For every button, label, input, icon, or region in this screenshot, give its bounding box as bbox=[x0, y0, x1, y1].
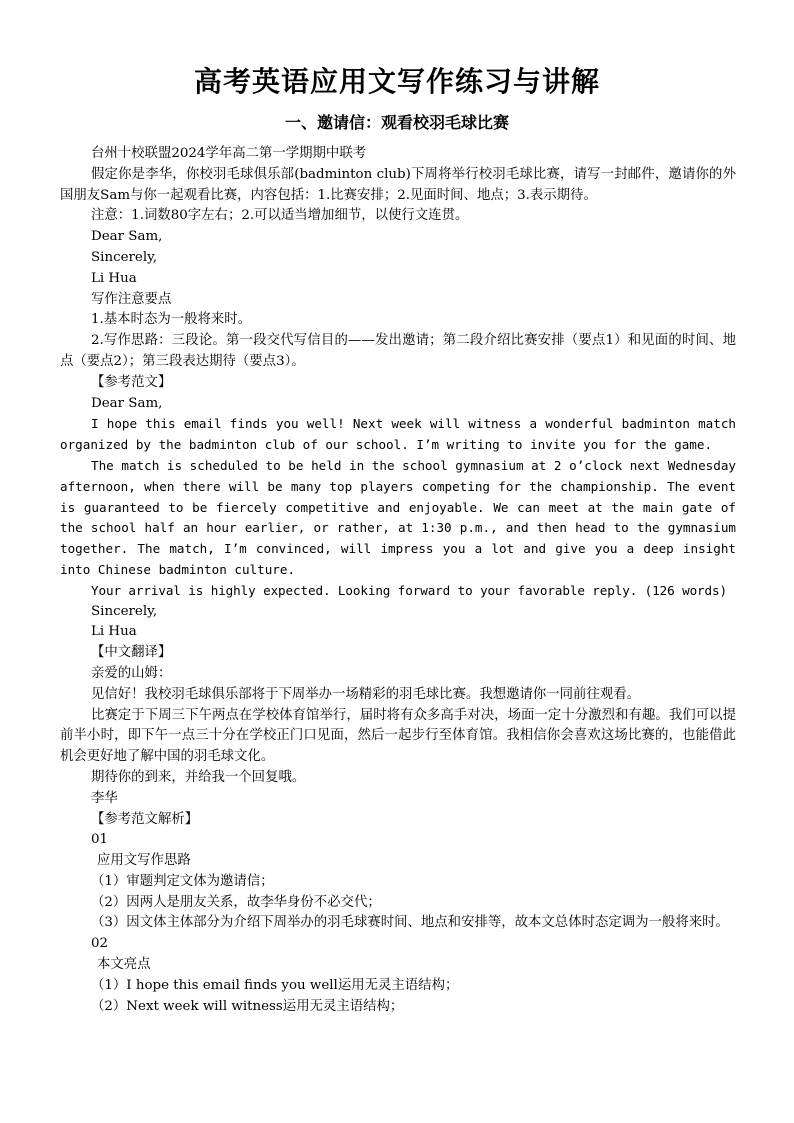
tips-heading: 写作注意要点 bbox=[91, 291, 172, 307]
page-title: 高考英语应用文写作练习与讲解 bbox=[193, 65, 600, 98]
model-name: Li Hua bbox=[91, 624, 137, 640]
highlights-heading: 本文亮点 bbox=[97, 957, 151, 973]
model-paragraph: I hope this email finds you well! Next week will witness a wonderful badminton match organized by the badminton club of our school. I’m writing to invite you for the game. bbox=[60, 416, 736, 453]
tip-item: 1.基本时态为一般将来时。 bbox=[91, 312, 252, 328]
translation-paragraph: 比赛定于下周三下午两点在学校体育馆举行，届时将有众多高手对决，场面一定十分激烈和有趣。我们可以提前半小时，即下午一点三十分在学校正门口见面，然后一起步行至体育馆。我相信你会喜欢这场比赛的，也能借此机会更好地了解中国的羽毛球文化。 bbox=[60, 707, 736, 765]
section-number: 01 bbox=[91, 832, 109, 848]
approach-item: （2）因两人是朋友关系，故李华身份不必交代； bbox=[91, 894, 381, 910]
tip-item: 2.写作思路：三段论。第一段交代写信目的——发出邀请；第二段介绍比赛安排（要点1）和见面的时间、地点（要点2）；第三段表达期待（要点3）。 bbox=[60, 333, 736, 369]
task-notes: 注意：1.词数80字左右；2.可以适当增加细节，以使行文连贯。 bbox=[91, 208, 469, 224]
translation-greeting: 亲爱的山姆： bbox=[91, 665, 172, 681]
highlight-item: （1）I hope this email finds you well运用无灵主语结构； bbox=[91, 977, 459, 993]
source-line: 台州十校联盟2024学年高二第一学期期中联考 bbox=[91, 146, 367, 161]
approach-item: （1）审题判定文体为邀请信； bbox=[91, 873, 274, 889]
approach-item: （3）因文体主体部分为介绍下周举办的羽毛球赛时间、地点和安排等，故本文总体时态定调为一般将来时。 bbox=[91, 915, 729, 931]
translation-paragraph: 期待你的到来，并给我一个回复哦。 bbox=[91, 769, 306, 785]
section-number: 02 bbox=[91, 936, 109, 952]
model-paragraph: The match is scheduled to be held in the school gymnasium at 2 o’clock next Wednesday afternoon, when there will be many top players competing for the championship. The event is guaranteed to be fiercely competitive and enjoyable. We can meet at the main gate of the school half an hour earlier, or rather, at 1:30 p.m., and then head to the gymnasium together. The match, I’m convinced, will impress you a lot and give you a deep insight into Chinese badminton culture. bbox=[60, 457, 736, 577]
highlight-item: （2）Next week will witness运用无灵主语结构； bbox=[91, 998, 404, 1014]
model-paragraph: Your arrival is highly expected. Looking forward to your favorable reply. (126 words) bbox=[91, 582, 727, 598]
translation-name: 李华 bbox=[91, 790, 118, 806]
template-greeting: Dear Sam, bbox=[91, 229, 163, 245]
template-name: Li Hua bbox=[91, 270, 137, 286]
analysis-heading: 【参考范文解析】 bbox=[91, 811, 199, 827]
document-body bbox=[60, 144, 736, 1017]
translation-paragraph: 见信好！我校羽毛球俱乐部将于下周举办一场精彩的羽毛球比赛。我想邀请你一同前往观看。 bbox=[91, 686, 641, 702]
approach-heading: 应用文写作思路 bbox=[97, 853, 191, 869]
template-closing: Sincerely, bbox=[91, 249, 158, 265]
model-heading: 【参考范文】 bbox=[91, 374, 172, 390]
task-prompt: 假定你是李华，你校羽毛球俱乐部(badminton club)下周将举行校羽毛球比赛，请写一封邮件，邀请你的外国朋友Sam与你一起观看比赛，内容包括：1.比赛安排；2.见面时间、地点；3.表示期待。 bbox=[60, 166, 736, 203]
translation-heading: 【中文翻译】 bbox=[91, 645, 172, 661]
model-greeting: Dear Sam, bbox=[91, 395, 163, 411]
model-closing: Sincerely, bbox=[91, 603, 158, 619]
section-heading: 一、邀请信：观看校羽毛球比赛 bbox=[284, 113, 509, 132]
